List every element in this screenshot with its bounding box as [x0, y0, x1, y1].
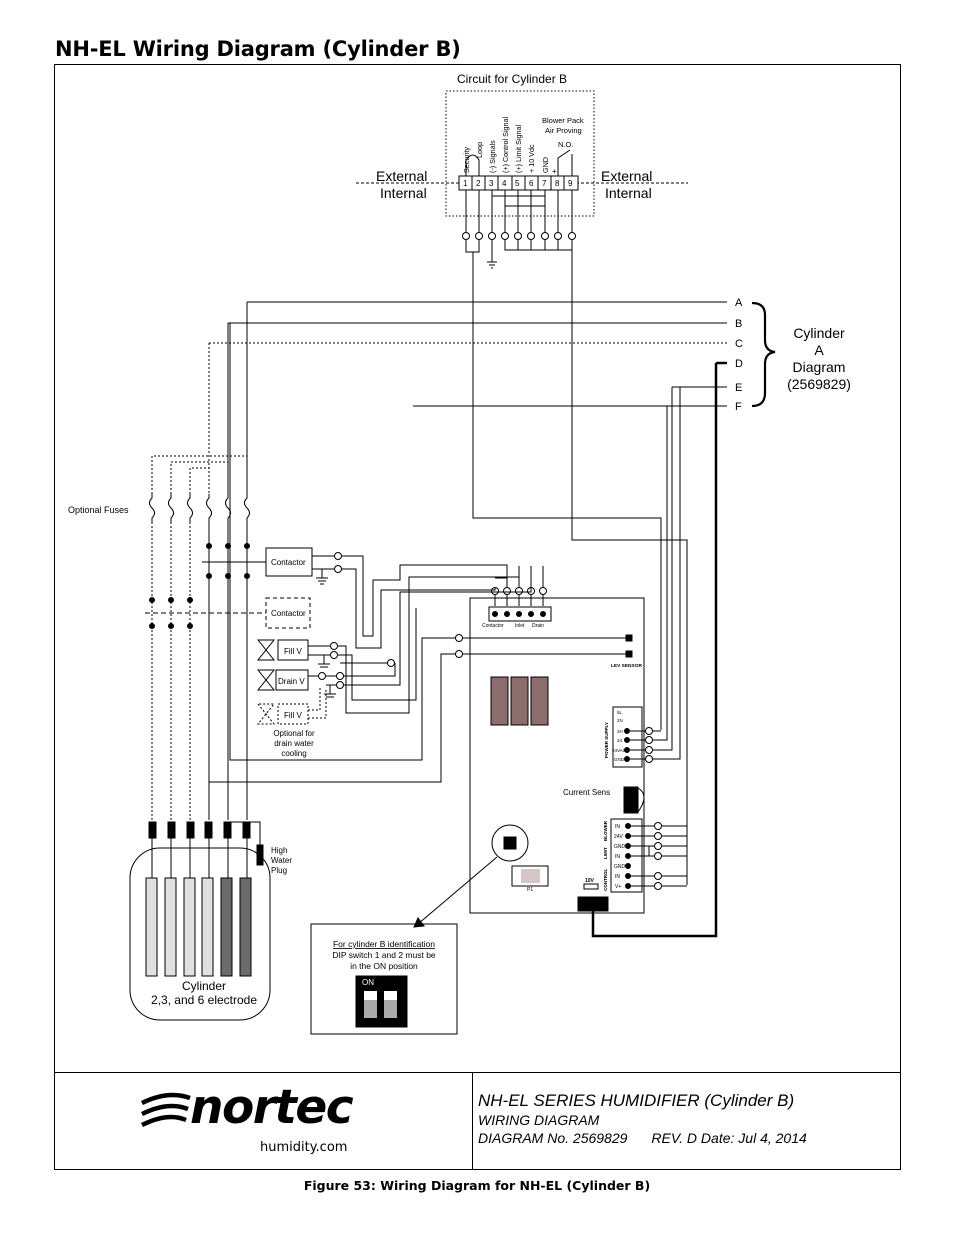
cylinder-a-line2: A — [814, 342, 824, 358]
product-title: NH-EL SERIES HUMIDIFIER (Cylinder B) — [478, 1091, 795, 1110]
lev-sensor-label: LEV SENSOR — [611, 664, 642, 669]
label-security: Security — [462, 147, 471, 173]
optional-cooling-line1: Optional for — [273, 729, 315, 738]
blower-label: BLOWER — [603, 821, 608, 841]
cylinder-a-brace — [752, 303, 775, 406]
io-label-24v: 24V — [614, 834, 623, 840]
drain-v-label: Drain V — [278, 677, 305, 686]
dip-switch-mini — [504, 837, 516, 849]
terminal-number-5: 5 — [515, 179, 520, 188]
title-block-text — [478, 1090, 898, 1147]
electrodes — [146, 878, 251, 976]
dip-note-line1: For cylinder B identification — [332, 939, 436, 949]
10v-jumper — [584, 884, 598, 889]
terminal-number-9: 9 — [568, 179, 573, 188]
terminal-number-7: 7 — [542, 179, 547, 188]
figure-caption: Figure 53: Wiring Diagram for NH-EL (Cylinder B) — [303, 1178, 651, 1193]
terminal-ferrules — [463, 233, 576, 240]
bus-label-c: C — [735, 338, 743, 350]
current-sensor — [624, 787, 638, 813]
dip-switch-1-knob — [364, 991, 377, 1000]
plus-label: + — [552, 167, 557, 176]
p1-label: P1 — [527, 887, 534, 893]
psu-label-24vac: 24VAC — [612, 748, 626, 753]
terminal-labels — [462, 116, 550, 173]
label-gnd: GND — [541, 157, 550, 173]
cylinder-plugs — [149, 822, 250, 838]
optional-cooling-line2: drain water — [274, 739, 314, 748]
contactor-label: Contactor — [271, 558, 306, 567]
title-block-divider-vertical — [472, 1072, 473, 1170]
terminal-number-4: 4 — [502, 179, 507, 188]
power-wires — [152, 302, 247, 494]
label-control-signal: (+) Control Signal — [501, 116, 510, 173]
terminal-number-8: 8 — [555, 179, 560, 188]
bus-label-d: D — [735, 358, 743, 370]
board-label-drain: Drain — [532, 623, 544, 629]
psu-pins — [625, 729, 630, 762]
high-water-line3: Plug — [271, 866, 288, 875]
cylinder-a-line1: Cylinder — [793, 325, 845, 341]
ferrule-bus-wires — [466, 240, 572, 268]
psu-label-gnd: GND — [614, 757, 624, 762]
bus-label-f: F — [735, 401, 742, 413]
io-label-in-2: IN — [615, 854, 620, 860]
circuit-title: Circuit for Cylinder B — [457, 72, 568, 86]
power-supply-label: POWER SUPPLY — [604, 722, 609, 758]
board-connector-labels — [482, 623, 544, 629]
psu-label-5l: 5L — [617, 710, 623, 715]
io-pin-labels — [614, 824, 626, 890]
terminal-number-3: 3 — [489, 179, 494, 188]
cylinder-a-line4: (2569829) — [787, 376, 851, 392]
psu-label-2n: 2N — [617, 718, 623, 723]
board-connector-ferrules — [492, 566, 547, 606]
cylinder-label — [151, 979, 257, 1007]
lev-sensor-wires — [209, 323, 632, 782]
psu-wires — [630, 387, 680, 763]
p1-body — [521, 869, 540, 883]
diagram-number: DIAGRAM No. 2569829 — [478, 1130, 628, 1146]
terminal-number-2: 2 — [476, 179, 481, 188]
dip-note-text — [332, 939, 436, 971]
blower-pack-label: Blower Pack — [542, 116, 584, 125]
io-label-gnd-2: GND — [614, 864, 626, 870]
bus-label-a: A — [735, 297, 743, 309]
document-type: WIRING DIAGRAM — [478, 1112, 600, 1128]
label-loop: Loop — [475, 142, 484, 158]
board-label-inlet: Inlet — [515, 623, 525, 629]
board-label-contactor: Contactor — [482, 623, 504, 629]
dip-note-line2: DIP switch 1 and 2 must be — [332, 950, 436, 960]
external-right: External — [601, 168, 653, 184]
external-left: External — [376, 168, 428, 184]
label-signals: (-) Signals — [488, 140, 497, 173]
label-10vdc: + 10 Vdc — [527, 144, 536, 173]
fill-v-label: Fill V — [284, 647, 302, 656]
terminal-numbers — [463, 179, 573, 188]
bus-label-b: B — [735, 318, 743, 330]
limit-label: LIMIT — [603, 847, 608, 859]
diagram-number-line — [478, 1129, 898, 1147]
dip-on-label: ON — [362, 978, 374, 987]
io-terminal-pins — [626, 824, 631, 889]
internal-left: Internal — [380, 185, 427, 201]
high-water-label — [271, 846, 292, 875]
high-water-line1: High — [271, 846, 288, 855]
board-relays — [491, 677, 548, 725]
terminal-number-6: 6 — [529, 179, 534, 188]
board-connector-pins — [493, 612, 546, 617]
optional-cooling-label — [273, 729, 315, 758]
revision-date: REV. D Date: Jul 4, 2014 — [651, 1130, 807, 1146]
optional-cooling-line3: cooling — [281, 749, 307, 758]
air-proving-switch — [558, 150, 572, 176]
current-sensor-loop — [638, 788, 644, 812]
label-limit-signal: (+) Limit Signal — [514, 124, 523, 173]
bus-labels — [735, 297, 743, 413]
high-water-line2: Water — [271, 856, 293, 865]
dip-note-line3: in the ON position — [350, 961, 418, 971]
electrode-leads — [152, 838, 247, 878]
dip-switch-2-knob — [384, 991, 397, 1000]
io-label-v-plus: V+ — [615, 884, 622, 890]
title-block-divider-horizontal — [54, 1072, 901, 1073]
psu-pin-labels — [612, 710, 627, 762]
internal-right: Internal — [605, 185, 652, 201]
cylinder-a-label — [787, 325, 851, 392]
wires-below-fuses — [152, 522, 247, 820]
psu-label-3h: 3H — [617, 729, 623, 734]
current-sens-label: Current Sens — [563, 788, 611, 797]
io-label-in-3: IN — [615, 874, 620, 880]
logo-wordmark: nortec — [190, 1080, 353, 1135]
bus-label-e: E — [735, 382, 743, 394]
bus-lines — [209, 302, 727, 406]
cylinder-label-line2: 2,3, and 6 electrode — [150, 993, 258, 1007]
nortec-logo — [135, 1080, 365, 1161]
psu-label-24: 24 — [617, 738, 623, 743]
cylinder-a-line3: Diagram — [792, 359, 846, 375]
control-label: CONTROL — [603, 868, 608, 891]
optional-fuses-label: Optional Fuses — [68, 505, 129, 515]
io-label-in-1: IN — [615, 824, 620, 830]
terminal-drop-wires — [466, 190, 572, 232]
no-label: N.O. — [558, 140, 574, 149]
10v-label: 10V — [585, 878, 594, 884]
io-label-gnd-1: GND — [614, 844, 626, 850]
logo-subtext: humidity.com — [260, 1140, 348, 1155]
dip-pointer-arrow — [414, 918, 424, 927]
page-title: NH-EL Wiring Diagram (Cylinder B) — [55, 37, 461, 61]
terminal-number-1: 1 — [463, 179, 468, 188]
board-bottom-connector — [578, 897, 608, 911]
cylinder-label-line1: Cylinder — [181, 979, 227, 993]
fuse-symbols — [150, 494, 250, 522]
optional-fill-v-label: Fill V — [284, 711, 302, 720]
contactor-optional-label: Contactor — [271, 609, 306, 618]
io-wires — [631, 823, 687, 890]
dip-pointer — [418, 857, 497, 924]
air-proving-label: Air Proving — [545, 126, 582, 135]
